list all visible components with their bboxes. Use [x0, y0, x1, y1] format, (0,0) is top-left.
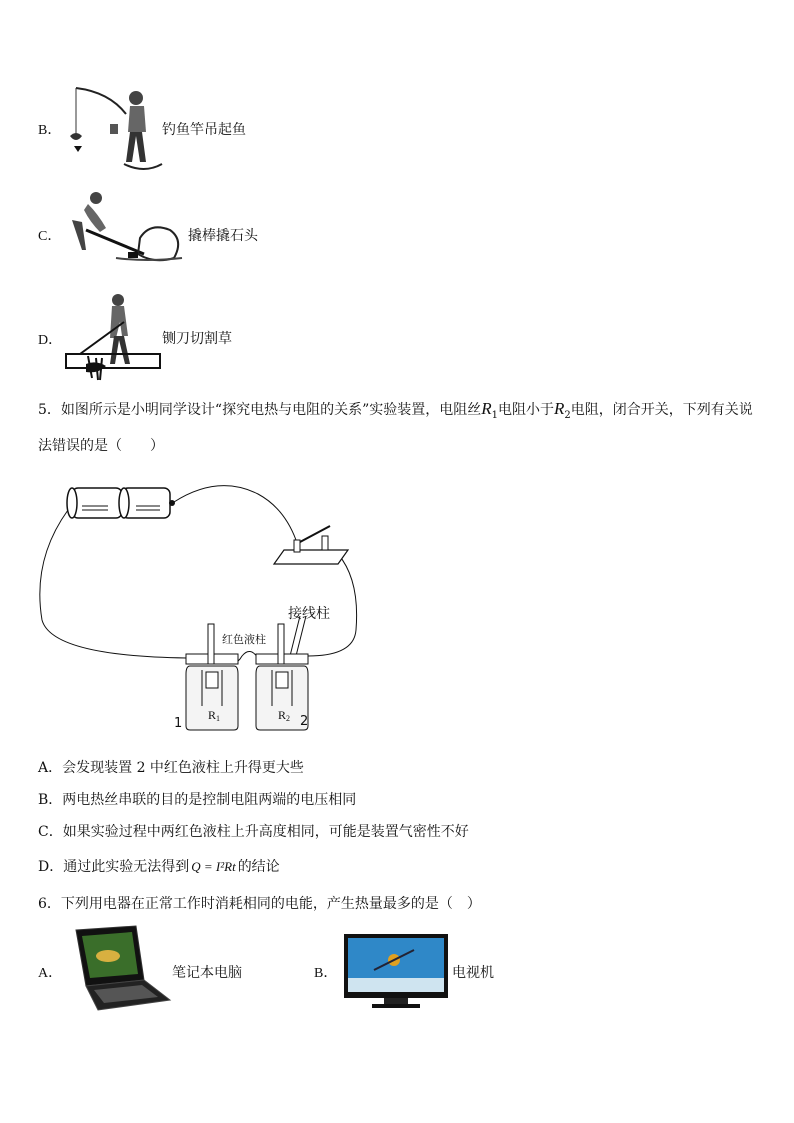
fishing-image	[64, 84, 164, 176]
q6-option-b-letter: B．	[314, 966, 338, 981]
q5-option-a-text: 会发现装置 2 中红色液柱上升得更大些	[62, 760, 304, 776]
q4-option-b-letter: B．	[38, 123, 62, 138]
guillotine-image	[64, 292, 164, 382]
q5-option-d-text-pre: 通过此实验无法得到	[63, 859, 190, 875]
laptop-image	[68, 924, 172, 1014]
jar-2-r: R	[278, 708, 287, 722]
circuit-diagram	[38, 480, 378, 730]
q5-r2-symbol: R	[554, 399, 565, 418]
q6-option-a-caption: 笔记本电脑	[172, 965, 242, 981]
q4-option-d-letter: D．	[38, 333, 63, 348]
q5-option-d-text-post: 的结论	[237, 859, 280, 875]
jar-1-r: R	[208, 708, 217, 722]
q5-option-d-formula: Q = I²Rt	[191, 859, 236, 874]
q5-option-c-text: 如果实验过程中两红色液柱上升高度相同，可能是装置气密性不好	[62, 824, 469, 840]
q5-option-b	[38, 790, 356, 810]
q4-option-c-letter: C．	[38, 229, 62, 244]
jar-1-number: 1	[174, 716, 183, 731]
q5-r2-subscript: 2	[564, 409, 571, 421]
jar-2-number: 2	[300, 714, 309, 729]
jar-2-r-sub: 2	[286, 714, 291, 723]
television-image	[344, 934, 448, 1010]
q5-option-c	[38, 822, 469, 842]
q5-stem-part1: 5．如图所示是小明同学设计“探究电热与电阻的关系”实验装置，电阻丝	[38, 402, 482, 418]
q5-stem-line2: 法错误的是（ ）	[38, 438, 164, 454]
q4-option-c-caption: 撬棒撬石头	[188, 228, 258, 244]
q4-option-b-caption: 钓鱼竿吊起鱼	[162, 122, 246, 138]
q5-r1-symbol: R	[481, 399, 492, 418]
q5-stem-part3: 电阻，闭合开关，下列有关说	[570, 402, 753, 418]
q5-option-d	[38, 857, 280, 877]
jar-1-r-sub: 1	[216, 714, 221, 723]
q5-stem-line1	[38, 399, 753, 426]
terminal-label: 接线柱	[288, 606, 330, 622]
q6-option-b-caption: 电视机	[452, 965, 494, 981]
q5-option-d-letter: D．	[38, 859, 64, 875]
battery-icon	[67, 488, 175, 518]
q5-option-a	[38, 758, 304, 778]
q6-stem: 6．下列用电器在正常工作时消耗相同的电能，产生热量最多的是（ ）	[38, 896, 481, 912]
liquid-column-label: 红色液柱	[222, 633, 266, 646]
crowbar-image	[66, 190, 186, 270]
q5-option-b-text: 两电热丝串联的目的是控制电阻两端的电压相同	[62, 792, 357, 808]
q5-option-a-letter: A．	[38, 760, 63, 776]
q6-option-a-letter: A．	[38, 966, 63, 981]
q5-option-b-letter: B．	[38, 792, 63, 808]
q5-r1-subscript: 1	[491, 409, 498, 421]
q5-stem-part2: 电阻小于	[498, 402, 554, 418]
q4-option-d-caption: 铡刀切割草	[162, 331, 232, 347]
q5-option-c-letter: C．	[38, 824, 63, 840]
switch-icon	[274, 526, 348, 564]
